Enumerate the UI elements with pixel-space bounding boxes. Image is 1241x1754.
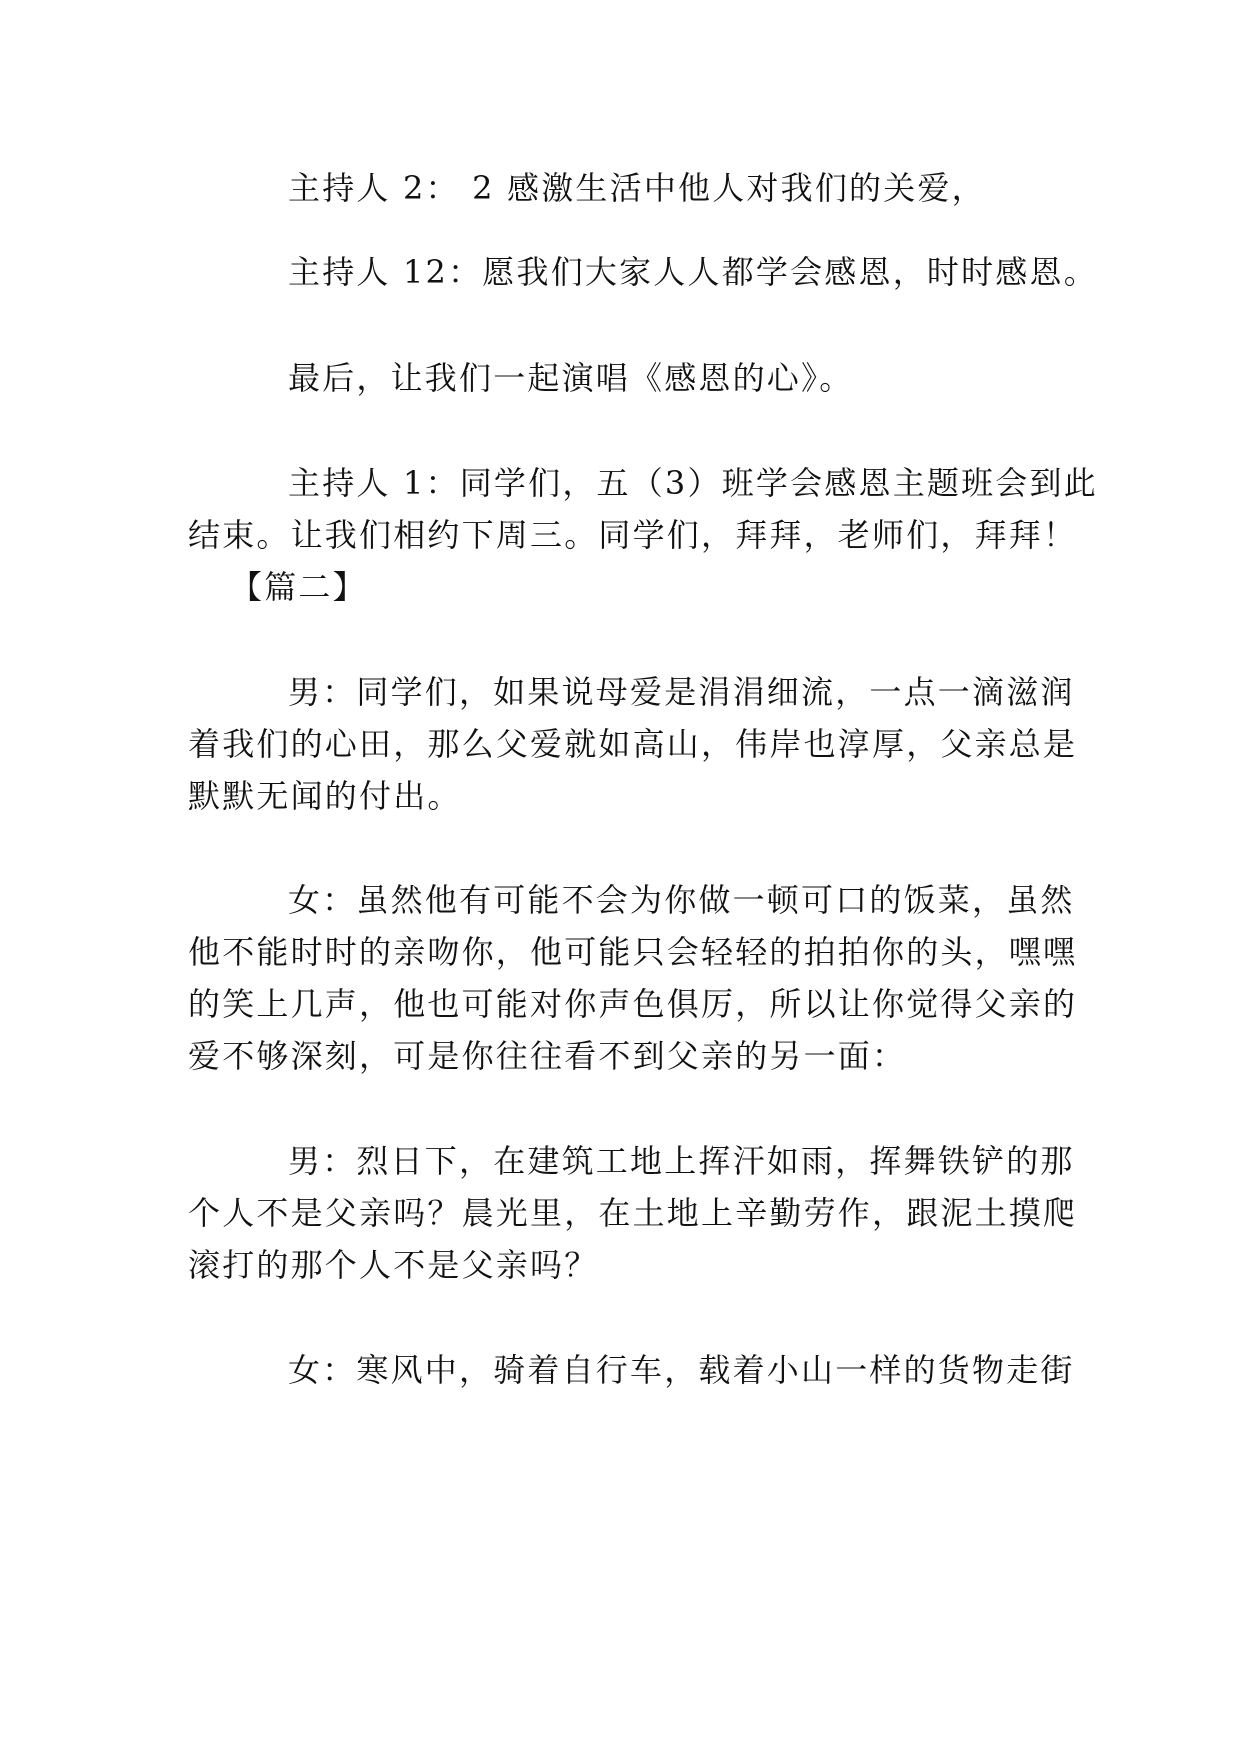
host12-line: 主持人 12：愿我们大家人人都学会感恩，时时感恩。 [288, 253, 1098, 291]
para-male-2-line-2: 个人不是父亲吗？晨光里，在土地上辛勤劳作，跟泥土摸爬 [188, 1194, 1078, 1232]
para-female-1-line-2: 他不能时时的亲吻你，他可能只会轻轻的拍拍你的头，嘿嘿 [188, 933, 1078, 971]
host1-line-1: 主持人 1：同学们，五（3）班学会感恩主题班会到此 [288, 464, 1098, 502]
para-male-1-line-3: 默默无闻的付出。 [188, 777, 462, 815]
para-female-1-line-4: 爱不够深刻，可是你往往看不到父亲的另一面： [188, 1037, 907, 1075]
section-heading: 【篇二】 [230, 568, 367, 606]
para-female-1-line-1: 女：虽然他有可能不会为你做一顿可口的饭菜，虽然 [288, 881, 1075, 919]
para-male-2-line-3: 滚打的那个人不是父亲吗？ [188, 1246, 599, 1284]
host2-line: 主持人 2： 2 感激生活中他人对我们的关爱， [288, 169, 986, 207]
closing-song-line: 最后，让我们一起演唱《感恩的心》。 [288, 359, 854, 397]
para-female-1-line-3: 的笑上几声，他也可能对你声色俱厉，所以让你觉得父亲的 [188, 985, 1078, 1023]
para-male-1-line-2: 着我们的心田，那么父爱就如高山，伟岸也淳厚，父亲总是 [188, 725, 1078, 763]
para-male-2-line-1: 男：烈日下，在建筑工地上挥汗如雨，挥舞铁铲的那 [288, 1142, 1075, 1180]
host1-line-2: 结束。让我们相约下周三。同学们，拜拜，老师们，拜拜！ [188, 516, 1078, 554]
para-female-2-line-1: 女：寒风中，骑着自行车，载着小山一样的货物走街 [288, 1351, 1075, 1389]
para-male-1-line-1: 男：同学们，如果说母爱是涓涓细流，一点一滴滋润 [288, 673, 1075, 711]
